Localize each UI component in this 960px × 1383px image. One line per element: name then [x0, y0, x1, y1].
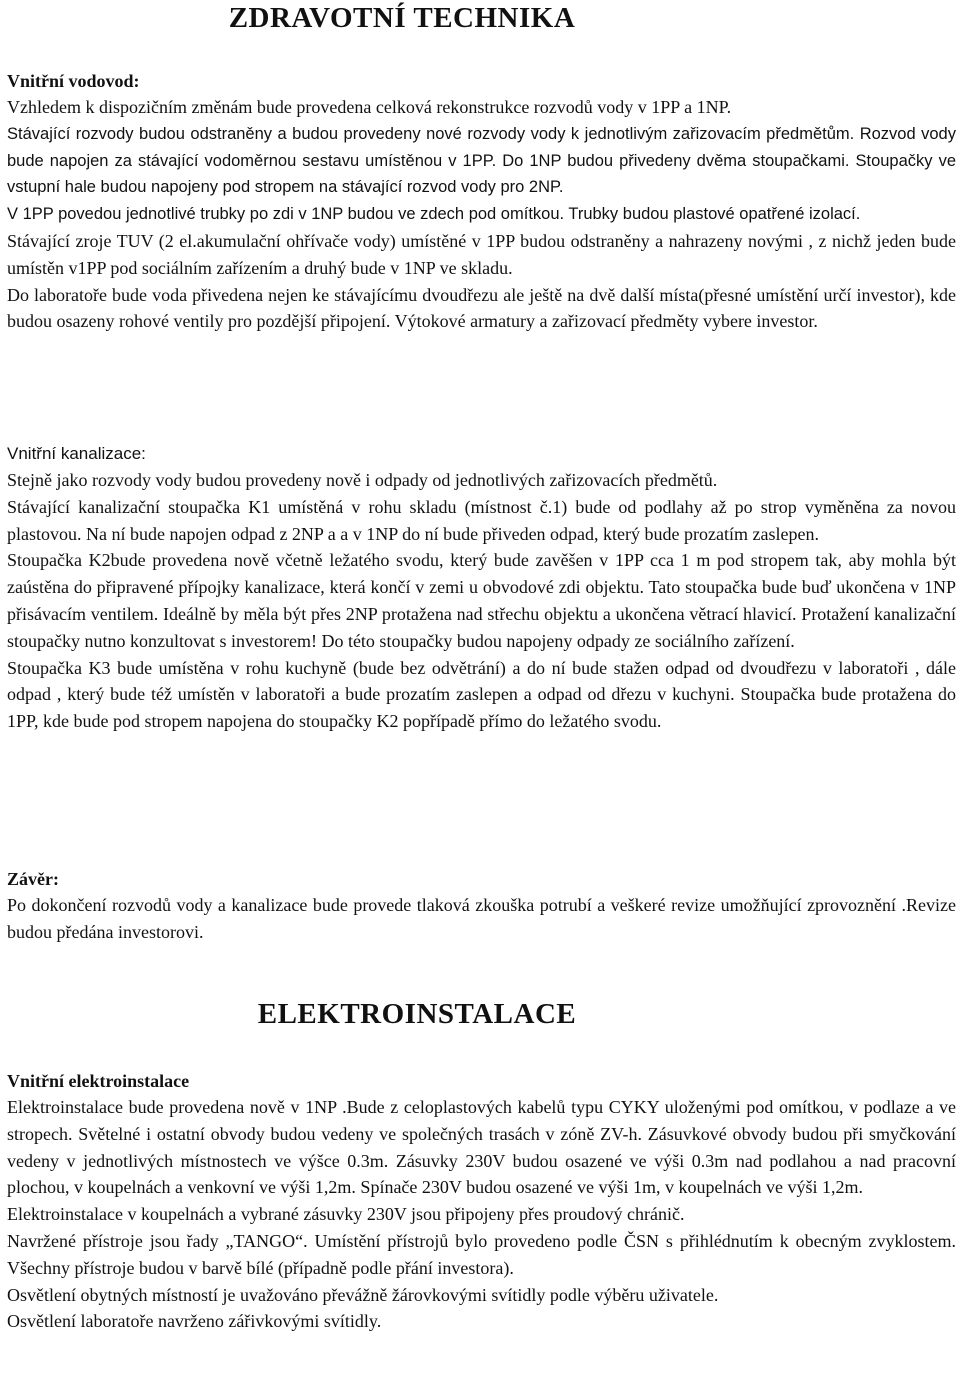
section-zaver [7, 866, 956, 946]
paragraph: Stávající kanalizační stoupačka K1 umístěná v rohu skladu (místnost č.1) bude od podlahy až po strop vyměněna za novou plastovou. Na ní bude napojen odpad z 2NP a a v 1NP do ní bude přiveden odpad, který bude prozatím zaslepen. [7, 496, 956, 544]
section-heading-zaver: Závěr: [7, 869, 59, 889]
paragraph: Stávající rozvody budou odstraněny a budou provedeny nové rozvody vody k jednotlivým zařizovacím předmětům. Rozvod vody bude napojen za stávající vodoměrnou sestavu umístěnou v 1PP. Do 1NP budou přivedeny dvěma stoupačkami. Stoupačky ve vstupní hale budou napojeny pod stropem na stávající rozvod vody pro 2NP. [7, 124, 956, 197]
paragraph: Vzhledem k dispozičním změnám bude provedena celková rekonstrukce rozvodů vody v 1PP a 1NP. [7, 97, 732, 117]
paragraph: Stávající zroje TUV (2 el.akumulační ohřívače vody) umístěné v 1PP budou odstraněny a nahrazeny novými , z nichž jeden bude umístěn v1PP pod sociálním zařízením a druhý bude v 1NP ve skladu. [7, 230, 956, 278]
page-title: ZDRAVOTNÍ TECHNIKA [228, 2, 576, 34]
paragraph: Elektroinstalace bude provedena nově v 1NP .Bude z celoplastových kabelů typu CYKY uloženými pod omítkou, v podlaze a ve stropech. Světelné i ostatní obvody budou vedeny ve společných trasách v zóně ZV-h. Zásuvkové obvody budou při smyčkování vedeny v jednotlivých místnostech ve výšce 0.3m. Zásuvky 230V budou osazené ve výši 0.3m nad podlahou a nad pracovní plochou, v koupelnách a venkovní ve výši 1,2m. Spínače 230V budou osazené ve výši 1m, v koupelnách ve výši 1,2m. [7, 1097, 956, 1198]
paragraph: Osvětlení laboratoře navrženo zářivkovými svítidly. [7, 1311, 382, 1332]
paragraph: Do laboratoře bude voda přivedena nejen ke stávajícímu dvoudřezu ale ještě na dvě další místa(přesné umístění určí investor), kde budou osazeny rohové ventily pro pozdější připojení. Výtokové armatury a zařizovací předměty vybere investor. [7, 284, 956, 332]
section-elektro [7, 1068, 956, 1335]
section-vodovod [7, 68, 956, 335]
section-heading-vodovod: Vnitřní vodovod: [7, 71, 140, 91]
section-kanalizace [7, 441, 956, 735]
paragraph: Stoupačka K3 bude umístěna v rohu kuchyně (bude bez odvětrání) a do ní bude stažen odpad od dvoudřezu v laboratoři , dále odpad , který bude též umístěn v laboratoři a bude prozatím zaslepen a odpad od dřezu v kuchyni. Stoupačka bude protažena do 1PP, kde bude pod stropem napojena do stoupačky K2 popřípadě přímo do ležatého svodu. [7, 657, 956, 732]
paragraph: V 1PP povedou jednotlivé trubky po zdi v 1NP budou ve zdech pod omítkou. Trubky budou plastové opatřené izolací. [7, 205, 861, 224]
paragraph: Stoupačka K2bude provedena nově včetně ležatého svodu, který bude zavěšen v 1PP cca 1 m pod stropem tak, aby mohla být zaústěna do připravené přípojky kanalizace, která končí v zemi u obvodové zdi objektu. Tato stoupačka bude buď ukončena v 1NP přisávacím ventilem. Ideálně by měla být přes 2NP protažena nad střechu objektu a ukončena větrací hlavicí. Protažení kanalizační stoupačky nutno konzultovat s investorem! Do této stoupačky budou napojeny odpady ze sociálního zařízení. [7, 550, 956, 651]
paragraph: Po dokončení rozvodů vody a kanalizace bude provede tlaková zkouška potrubí a veškeré revize umožňující zprovoznění .Revize budou předána investorovi. [7, 895, 956, 942]
section-heading-kanalizace: Vnitřní kanalizace: [7, 444, 146, 463]
paragraph: Elektroinstalace v koupelnách a vybrané zásuvky 230V jsou připojeny přes proudový chránič. [7, 1204, 685, 1225]
section-heading-elektro: Vnitřní elektroinstalace [7, 1071, 190, 1091]
section-title-elektro: ELEKTROINSTALACE [257, 998, 577, 1030]
paragraph: Stejně jako rozvody vody budou provedeny nově i odpady od jednotlivých zařizovacích předmětů. [7, 470, 718, 490]
paragraph: Navržené přístroje jsou řady „TANGO“. Umístění přístrojů bylo provedeno podle ČSN s přihlédnutím k obecným zvyklostem. Všechny přístroje budou v barvě bílé (případně podle přání investora). [7, 1230, 956, 1278]
paragraph: Osvětlení obytných místností je uvažováno převážně žárovkovými svítidly podle výběru uživatele. [7, 1284, 719, 1305]
